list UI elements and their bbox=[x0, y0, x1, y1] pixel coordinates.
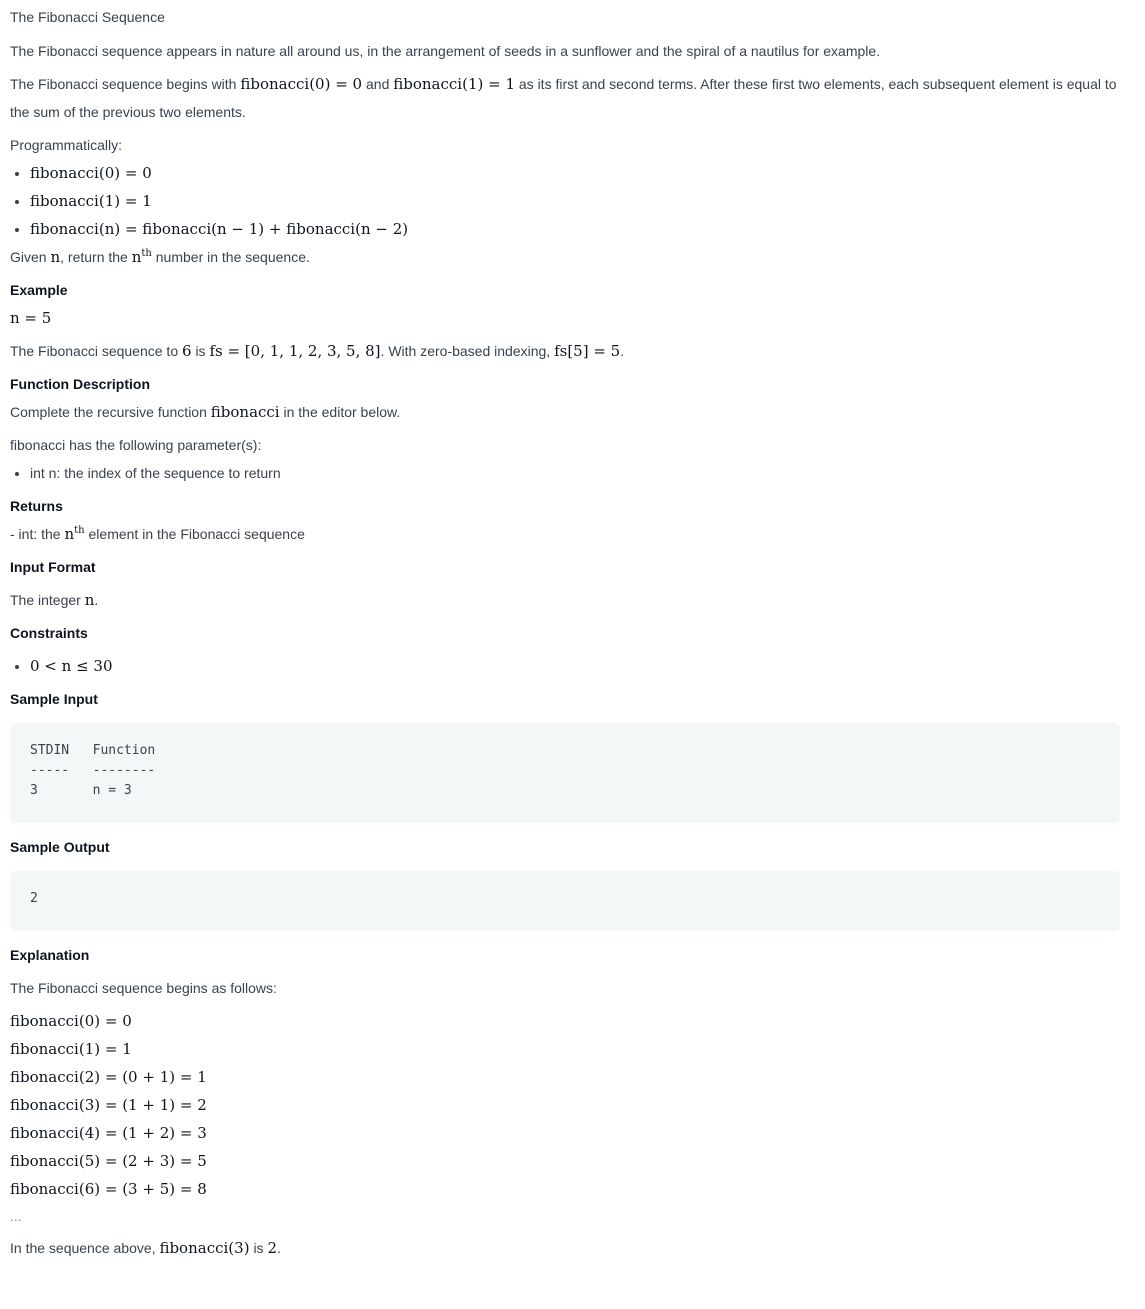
explanation-lines bbox=[10, 1007, 1120, 1203]
list-item bbox=[30, 159, 1120, 187]
constraints-heading: Constraints bbox=[10, 625, 88, 641]
input-format-heading: Input Format bbox=[10, 559, 96, 575]
returns-heading: Returns bbox=[10, 498, 63, 514]
sample-input-code: STDIN Function ----- -------- 3 n = 3 bbox=[10, 723, 1120, 823]
explanation-line: fibonacci(5) = (2 + 3) = 5 bbox=[10, 1152, 207, 1170]
constraints-list bbox=[10, 652, 1120, 680]
final-pre: In the sequence above, bbox=[10, 1240, 156, 1256]
page-title: The Fibonacci Sequence bbox=[10, 9, 165, 25]
parameters-label: fibonacci has the following parameter(s): bbox=[10, 437, 262, 453]
list-item bbox=[30, 652, 1120, 680]
returns-pre: - int: the bbox=[10, 526, 61, 542]
math-fib0: fibonacci(0) = 0 bbox=[240, 75, 363, 93]
explanation-heading: Explanation bbox=[10, 947, 90, 963]
fd-fn: fibonacci bbox=[210, 403, 280, 421]
given-nth bbox=[132, 248, 152, 266]
explanation-line: fibonacci(3) = (1 + 1) = 2 bbox=[10, 1096, 207, 1114]
explanation-line: fibonacci(2) = (0 + 1) = 1 bbox=[10, 1068, 207, 1086]
given-post: number in the sequence. bbox=[155, 249, 310, 265]
sample-output-heading: Sample Output bbox=[10, 839, 110, 855]
list-item: • int n: the index of the sequence to return bbox=[30, 459, 1120, 487]
rule-math: fibonacci(n) = fibonacci(n − 1) + fibonacci(n − 2) bbox=[30, 220, 409, 238]
seq-math: fs = [0, 1, 1, 2, 3, 5, 8] bbox=[209, 342, 381, 360]
returns-post: element in the Fibonacci sequence bbox=[88, 526, 305, 542]
example-n-line bbox=[10, 304, 1120, 332]
list-item bbox=[30, 215, 1120, 243]
constraint-math: 0 < n ≤ 30 bbox=[30, 657, 113, 675]
explanation-line: fibonacci(1) = 1 bbox=[10, 1040, 132, 1058]
rules-list bbox=[10, 159, 1120, 243]
fd-post: in the editor below. bbox=[283, 404, 401, 420]
explanation-line: fibonacci(0) = 0 bbox=[10, 1012, 132, 1030]
nth-sup: th bbox=[141, 248, 152, 259]
rule-math: fibonacci(1) = 1 bbox=[30, 192, 152, 210]
explanation-line: fibonacci(4) = (1 + 2) = 3 bbox=[10, 1124, 207, 1142]
example-n-math: n = 5 bbox=[10, 309, 52, 327]
nth-base: n bbox=[64, 525, 75, 543]
returns-line bbox=[10, 520, 1120, 548]
begin-paragraph bbox=[10, 70, 1120, 126]
given-mid: , return the bbox=[60, 249, 128, 265]
final-val: 2 bbox=[267, 1239, 277, 1257]
function-description-heading: Function Description bbox=[10, 376, 150, 392]
example-sequence-line bbox=[10, 337, 1120, 365]
list-item bbox=[30, 187, 1120, 215]
function-description-line bbox=[10, 398, 1120, 426]
given-pre: Given bbox=[10, 249, 47, 265]
given-paragraph bbox=[10, 243, 1120, 271]
programmatically-label: Programmatically: bbox=[10, 137, 123, 153]
seq-six: 6 bbox=[182, 342, 192, 360]
final-mid: is bbox=[253, 1240, 264, 1256]
fd-pre: Complete the recursive function bbox=[10, 404, 207, 420]
if-pre: The integer bbox=[10, 592, 81, 608]
if-n: n bbox=[84, 591, 95, 609]
begin-text-1: The Fibonacci sequence begins with bbox=[10, 76, 237, 92]
math-fib1: fibonacci(1) = 1 bbox=[393, 75, 515, 93]
final-end: . bbox=[277, 1240, 281, 1256]
seq-pre: The Fibonacci sequence to bbox=[10, 343, 179, 359]
given-n: n bbox=[50, 248, 61, 266]
nth-base: n bbox=[131, 248, 142, 266]
explanation-ellipsis: ... bbox=[10, 1208, 22, 1224]
returns-nth bbox=[64, 525, 84, 543]
input-format-line bbox=[10, 586, 1120, 614]
explanation-intro: The Fibonacci sequence begins as follows: bbox=[10, 980, 277, 996]
sample-input-heading: Sample Input bbox=[10, 691, 98, 707]
intro-paragraph: The Fibonacci sequence appears in nature all around us, in the arrangement of seeds in a sunflower and the spiral of a nautilus for example. bbox=[10, 43, 881, 59]
explanation-final-line bbox=[10, 1234, 1120, 1262]
example-heading: Example bbox=[10, 282, 68, 298]
sample-output-code: 2 bbox=[10, 871, 1120, 931]
explanation-line: fibonacci(6) = (3 + 5) = 8 bbox=[10, 1180, 207, 1198]
nth-sup: th bbox=[74, 525, 85, 536]
begin-text-2: as its first and second terms. After these first two elements, each subsequent element is equal to the sum of the previous two elements. bbox=[10, 76, 1117, 120]
begin-and: and bbox=[366, 76, 390, 92]
final-math: fibonacci(3) bbox=[159, 1239, 250, 1257]
seq-math-2: fs[5] = 5 bbox=[554, 342, 621, 360]
rule-math: fibonacci(0) = 0 bbox=[30, 164, 152, 182]
seq-is: is bbox=[195, 343, 206, 359]
parameters-list bbox=[10, 459, 1120, 487]
seq-end: . bbox=[620, 343, 625, 359]
seq-mid: . With zero-based indexing, bbox=[380, 343, 551, 359]
if-post: . bbox=[94, 592, 99, 608]
